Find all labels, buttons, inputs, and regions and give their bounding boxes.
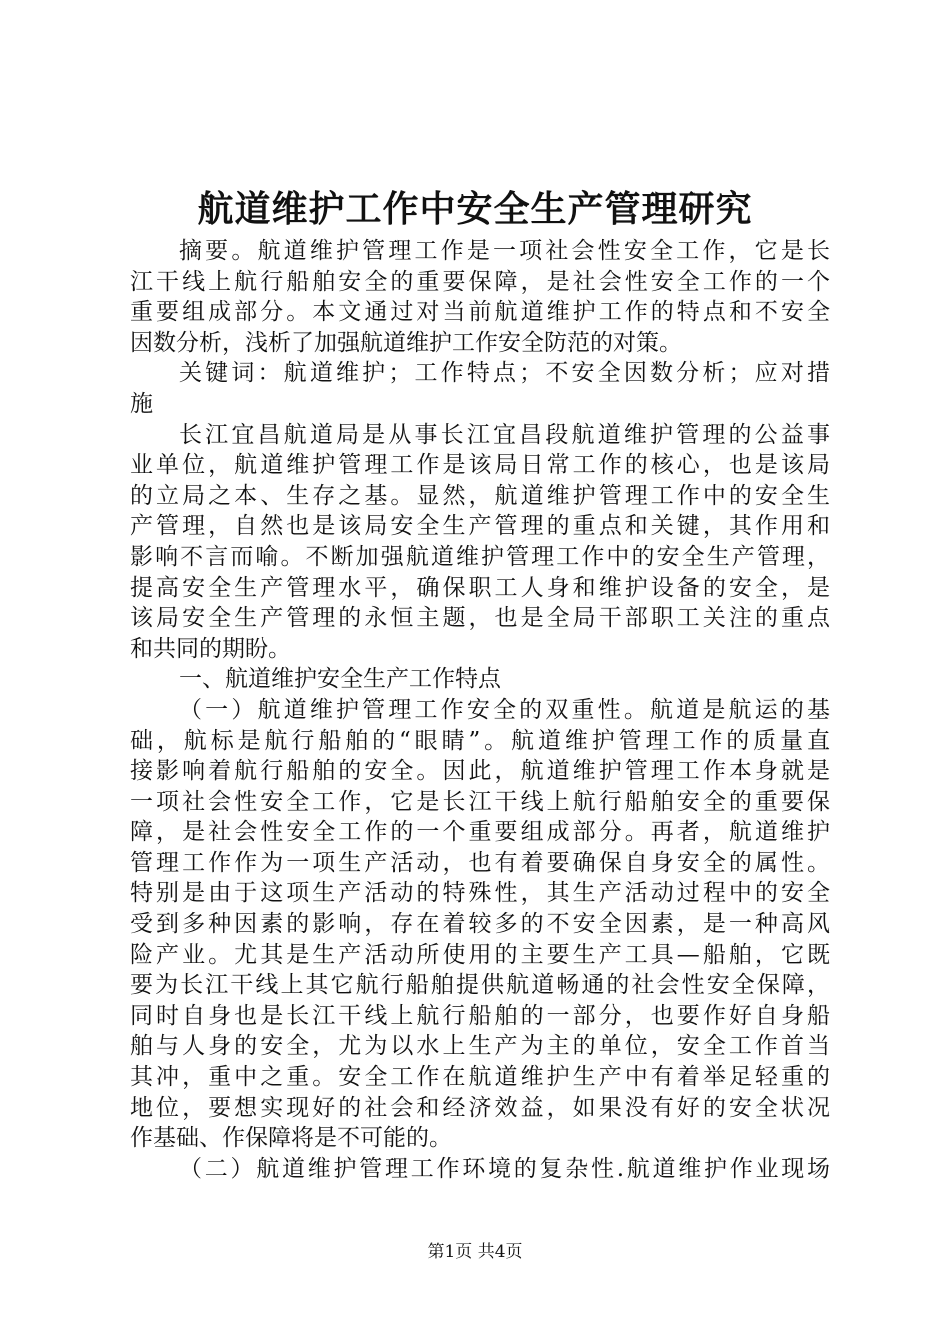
page-footer: 第1页 共4页 <box>427 1242 523 1262</box>
paragraph-line: 础，航标是航行船舶的“眼睛”。航道维护管理工作的质量直 <box>130 727 830 754</box>
paragraph-line: 产管理，自然也是该局安全生产管理的重点和关键，其作用和 <box>130 513 830 540</box>
abstract-line: 重要组成部分。本文通过对当前航道维护工作的特点和不安全 <box>130 299 830 326</box>
paragraph-line: 管理工作作为一项生产活动，也有着要确保自身安全的属性。 <box>130 849 830 876</box>
paragraph-line: 提高安全生产管理水平，确保职工人身和维护设备的安全，是 <box>130 574 830 601</box>
document-title: 航道维护工作中安全生产管理研究 <box>197 188 753 230</box>
paragraph-line: 舶与人身的安全，尤为以水上生产为主的单位，安全工作首当 <box>130 1033 830 1060</box>
paragraph-line: 受到多种因素的影响，存在着较多的不安全因素，是一种高风 <box>130 911 830 938</box>
paragraph-line: 险产业。尤其是生产活动所使用的主要生产工具—船舶，它既 <box>130 941 830 968</box>
paragraph-line: 要为长江干线上其它航行船舶提供航道畅通的社会性安全保障， <box>130 972 830 999</box>
keywords-line: 关键词：航道维护；工作特点；不安全因数分析；应对措 <box>179 360 830 387</box>
paragraph-line: 业单位，航道维护管理工作是该局日常工作的核心，也是该局 <box>130 452 830 479</box>
paragraph-line: 地位，要想实现好的社会和经济效益，如果没有好的安全状况 <box>130 1094 830 1121</box>
paragraph-line: 长江宜昌航道局是从事长江宜昌段航道维护管理的公益事 <box>179 421 830 448</box>
paragraph-line: 作基础、作保障将是不可能的。 <box>130 1125 452 1152</box>
paragraph-line: 该局安全生产管理的永恒主题，也是全局干部职工关注的重点 <box>130 605 830 632</box>
section-heading: 一、航道维护安全生产工作特点 <box>179 666 501 693</box>
paragraph-line: （二）航道维护管理工作环境的复杂性.航道维护作业现场 <box>179 1155 830 1182</box>
abstract-line: 江干线上航行船舶安全的重要保障，是社会性安全工作的一个 <box>130 268 830 295</box>
paragraph-line: 同时自身也是长江干线上航行船舶的一部分，也要作好自身船 <box>130 1002 830 1029</box>
paragraph-line: 其冲，重中之重。安全工作在航道维护生产中有着举足轻重的 <box>130 1064 830 1091</box>
paragraph-line: （一）航道维护管理工作安全的双重性。航道是航运的基 <box>179 696 830 723</box>
paragraph-line: 一项社会性安全工作，它是长江干线上航行船舶安全的重要保 <box>130 788 830 815</box>
paragraph-line: 接影响着航行船舶的安全。因此，航道维护管理工作本身就是 <box>130 758 830 785</box>
paragraph-line: 的立局之本、生存之基。显然，航道维护管理工作中的安全生 <box>130 482 830 509</box>
abstract-line: 摘要。航道维护管理工作是一项社会性安全工作，它是长 <box>179 238 830 264</box>
document-body <box>130 236 830 1184</box>
paragraph-line: 障，是社会性安全工作的一个重要组成部分。再者，航道维护 <box>130 819 830 846</box>
paragraph-line: 影响不言而喻。不断加强航道维护管理工作中的安全生产管理， <box>130 543 830 570</box>
paragraph-line: 特别是由于这项生产活动的特殊性，其生产活动过程中的安全 <box>130 880 830 907</box>
abstract-line: 因数分析，浅析了加强航道维护工作安全防范的对策。 <box>130 329 682 356</box>
paragraph-line: 和共同的期盼。 <box>130 635 291 662</box>
keywords-line: 施 <box>130 390 153 417</box>
